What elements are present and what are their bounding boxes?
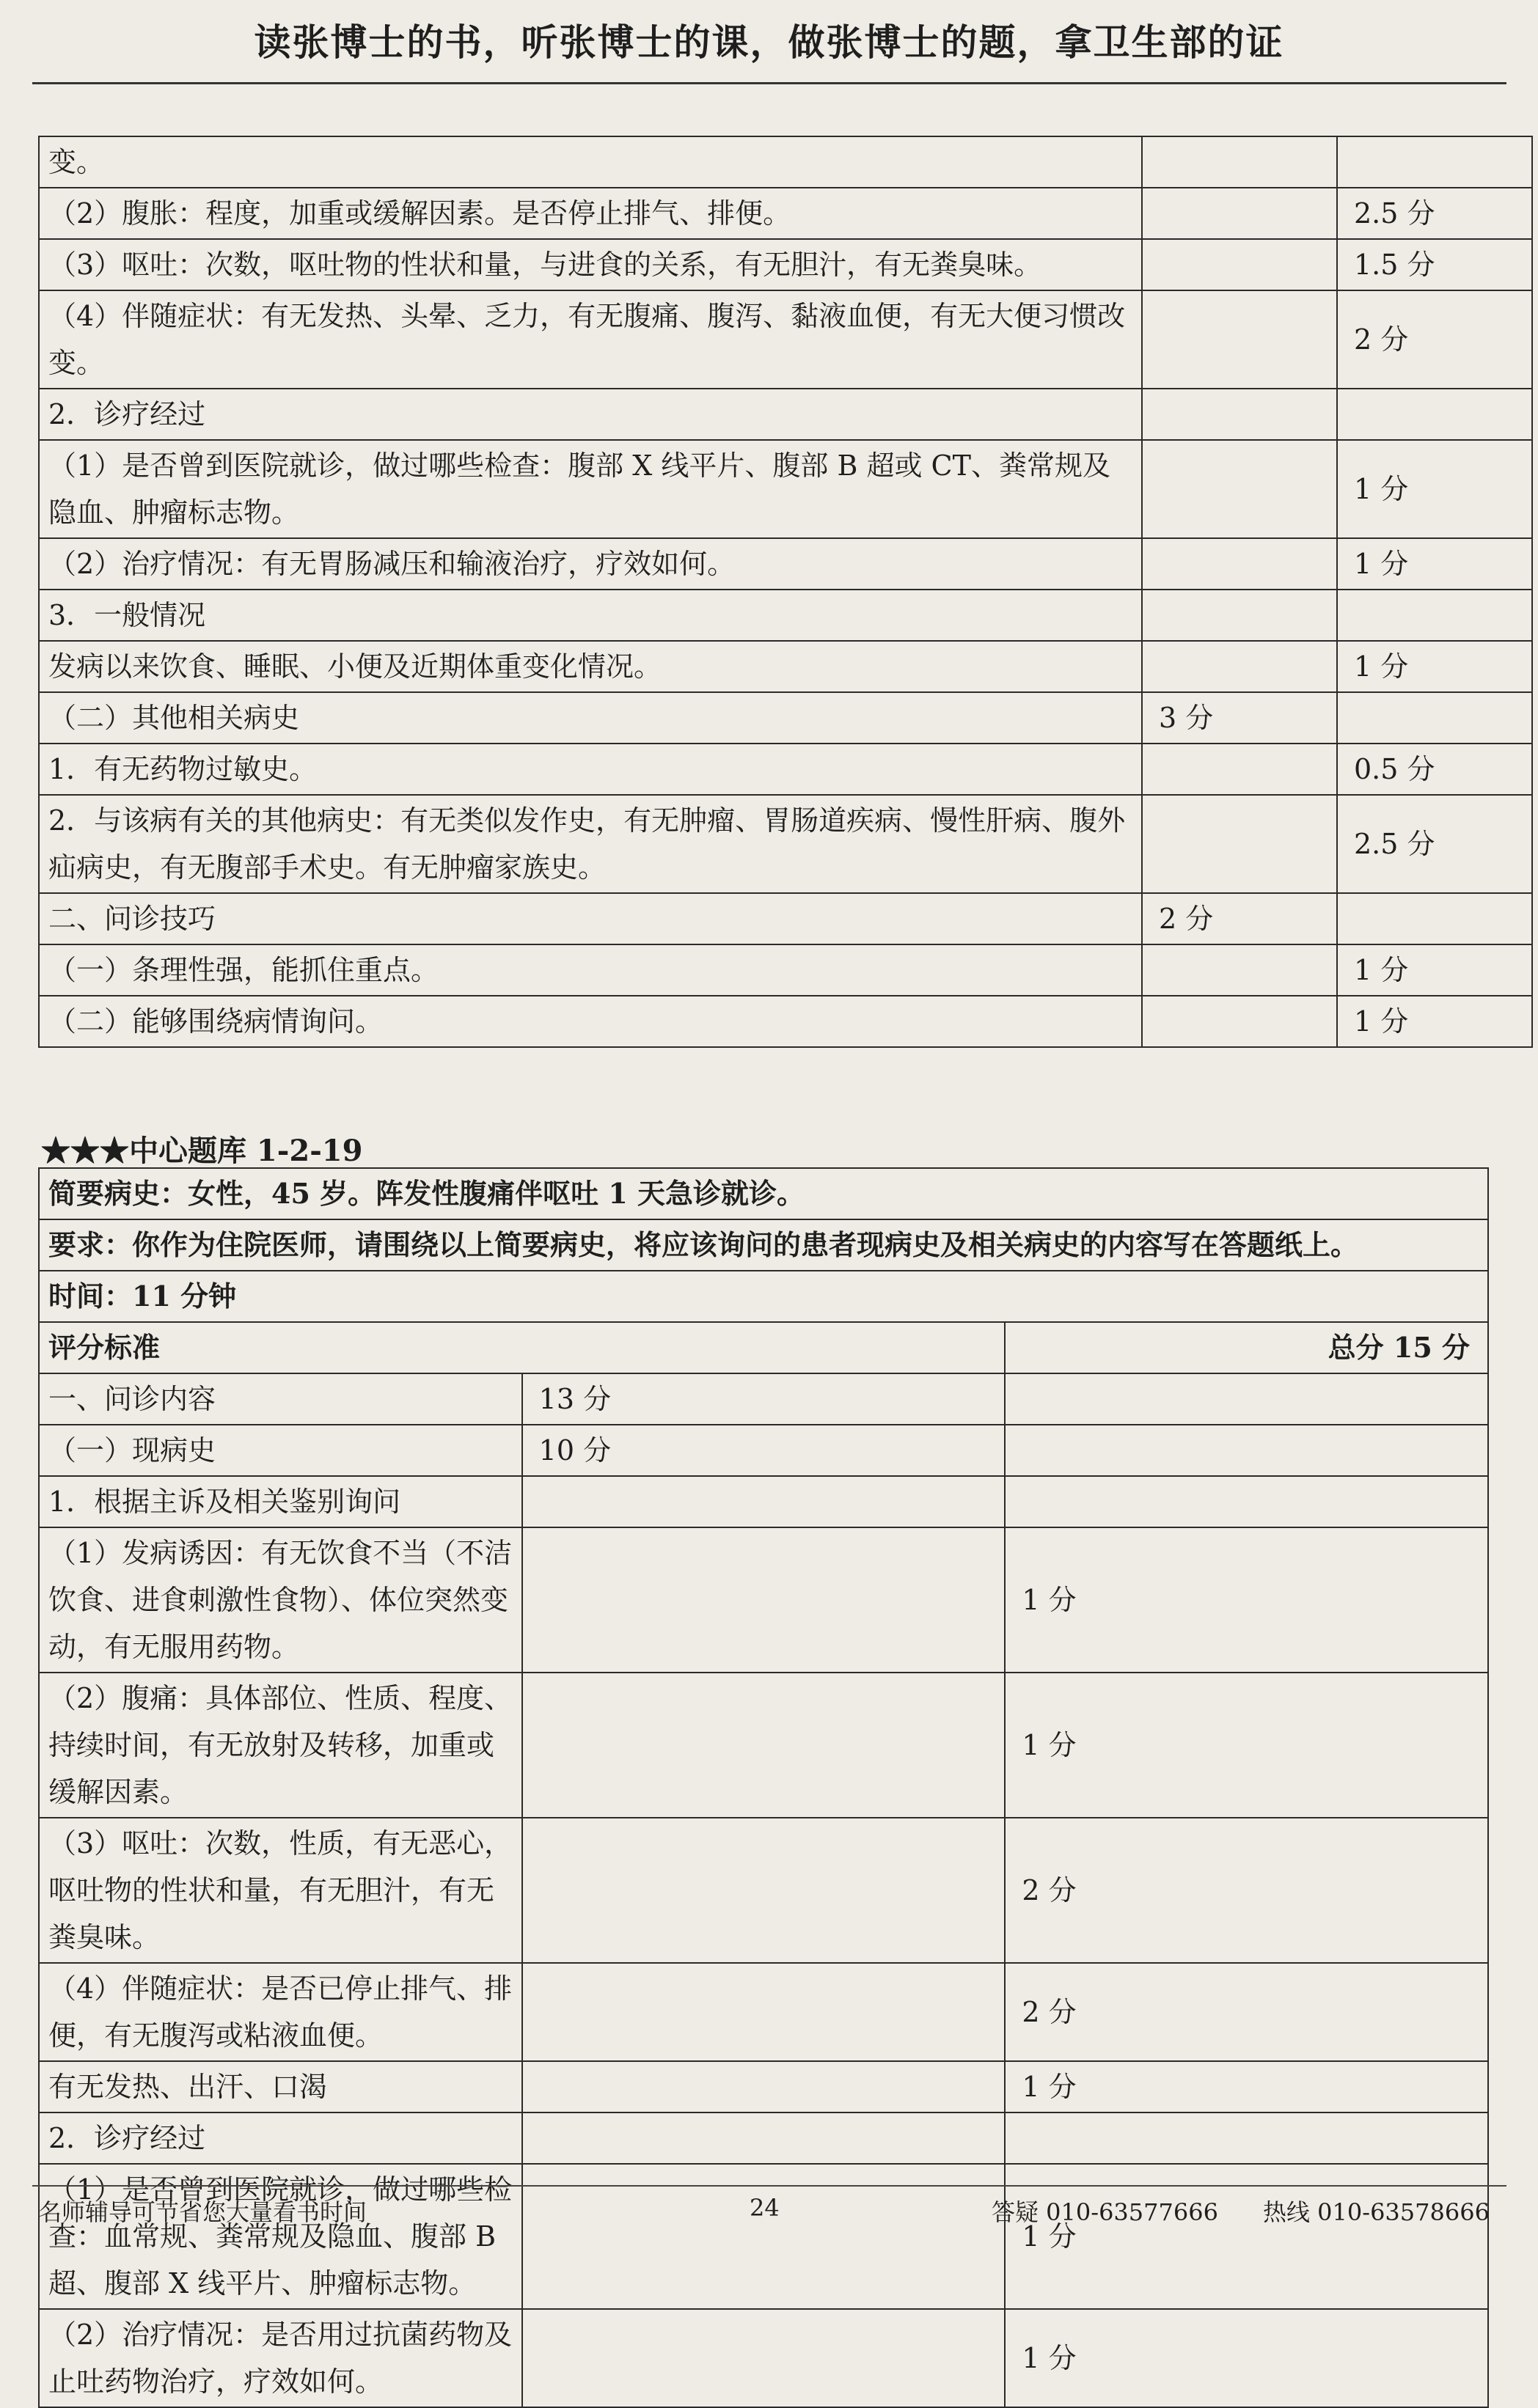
item-text: （2）腹胀：程度，加重或缓解因素。是否停止排气、排便。 — [39, 188, 1142, 239]
item-text: （1）是否曾到医院就诊，做过哪些检查：血常规、粪常规及隐血、腹部 B 超、腹部 X 线平片、肿瘤标志物。 — [39, 2164, 522, 2309]
item-score: 1 分 — [1337, 440, 1532, 538]
table-row — [39, 893, 1532, 944]
table-row — [39, 1818, 1488, 1963]
item-text: （一）条理性强，能抓住重点。 — [39, 944, 1142, 996]
requirement-row — [39, 1219, 1488, 1271]
section-score: 2 分 — [1142, 893, 1337, 944]
item-score — [1005, 2112, 1488, 2164]
footer-hotline: 热线 010-63578666 — [1263, 2198, 1490, 2226]
section-score — [1142, 944, 1337, 996]
section-score — [1142, 996, 1337, 1047]
table-row — [39, 744, 1532, 795]
section-score: 13 分 — [522, 1373, 1006, 1425]
section-score — [522, 2112, 1006, 2164]
item-text: 2．与该病有关的其他病史：有无类似发作史，有无肿瘤、胃肠道疾病、慢性肝病、腹外疝病史，有无腹部手术史。有无肿瘤家族史。 — [39, 795, 1142, 893]
item-text: 有无发热、出汗、口渴 — [39, 2061, 522, 2112]
criteria-label: 评分标准 — [39, 1322, 1005, 1373]
item-score — [1005, 1425, 1488, 1476]
item-score: 1 分 — [1005, 1527, 1488, 1673]
brief-history: 简要病史：女性，45 岁。阵发性腹痛伴呕吐 1 天急诊就诊。 — [39, 1168, 1488, 1219]
item-score — [1005, 1476, 1488, 1527]
item-score: 2 分 — [1337, 290, 1532, 389]
table-row — [39, 2309, 1488, 2407]
brief-history-row — [39, 1168, 1488, 1219]
table-row — [39, 692, 1532, 744]
item-text: （2）腹痛：具体部位、性质、程度、持续时间，有无放射及转移，加重或缓解因素。 — [39, 1673, 522, 1818]
criteria-total: 总分 15 分 — [1005, 1322, 1488, 1373]
item-text: （一）现病史 — [39, 1425, 522, 1476]
item-score: 1 分 — [1005, 1673, 1488, 1818]
item-score — [1005, 1373, 1488, 1425]
section-score — [522, 2309, 1006, 2407]
item-text: （二）其他相关病史 — [39, 692, 1142, 744]
section-score — [1142, 590, 1337, 641]
page-footer — [38, 2194, 1498, 2231]
table-row — [39, 188, 1532, 239]
item-text: （1）发病诱因：有无饮食不当（不洁饮食、进食刺激性食物）、体位突然变动，有无服用药物。 — [39, 1527, 522, 1673]
footer-slogan: 名师辅导可节省您大量看书时间 — [38, 2198, 367, 2226]
item-score: 1 分 — [1005, 2061, 1488, 2112]
table-row — [39, 1476, 1488, 1527]
section-score — [522, 1818, 1006, 1963]
table-row — [39, 996, 1532, 1047]
table-row — [39, 136, 1532, 188]
footer-divider — [32, 2185, 1506, 2187]
item-text: （二）能够围绕病情询问。 — [39, 996, 1142, 1047]
item-text: 1．有无药物过敏史。 — [39, 744, 1142, 795]
item-text: 2．诊疗经过 — [39, 389, 1142, 440]
table-row — [39, 641, 1532, 692]
item-score: 1 分 — [1337, 538, 1532, 590]
table-row — [39, 389, 1532, 440]
time-limit: 时间：11 分钟 — [39, 1271, 1488, 1322]
item-text: （3）呕吐：次数，呕吐物的性状和量，与进食的关系，有无胆汁，有无粪臭味。 — [39, 239, 1142, 290]
item-text: 1．根据主诉及相关鉴别询问 — [39, 1476, 522, 1527]
item-score: 2.5 分 — [1337, 795, 1532, 893]
item-score — [1337, 590, 1532, 641]
criteria-row — [39, 1322, 1488, 1373]
page-header-title: 读张博士的书，听张博士的课，做张博士的题，拿卫生部的证 — [254, 21, 1284, 64]
item-text: （4）伴随症状：是否已停止排气、排便，有无腹泻或粘液血便。 — [39, 1963, 522, 2061]
item-score: 1 分 — [1337, 944, 1532, 996]
table-row — [39, 590, 1532, 641]
time-row — [39, 1271, 1488, 1322]
item-text: （3）呕吐：次数，性质，有无恶心，呕吐物的性状和量，有无胆汁，有无粪臭味。 — [39, 1818, 522, 1963]
table-row — [39, 1527, 1488, 1673]
section-score: 10 分 — [522, 1425, 1006, 1476]
section-score — [522, 2061, 1006, 2112]
section-score — [1142, 538, 1337, 590]
section-score — [522, 1673, 1006, 1818]
item-text: （2）治疗情况：是否用过抗菌药物及止吐药物治疗，疗效如何。 — [39, 2309, 522, 2407]
table-row — [39, 290, 1532, 389]
item-score — [1337, 893, 1532, 944]
table-row — [39, 2061, 1488, 2112]
table-row — [39, 1673, 1488, 1818]
item-score: 2 分 — [1005, 1963, 1488, 2061]
table-row — [39, 1373, 1488, 1425]
table-row — [39, 1425, 1488, 1476]
section-score — [1142, 795, 1337, 893]
item-score — [1337, 136, 1532, 188]
section-score — [1142, 744, 1337, 795]
item-text: 发病以来饮食、睡眠、小便及近期体重变化情况。 — [39, 641, 1142, 692]
item-text: （4）伴随症状：有无发热、头晕、乏力，有无腹痛、腹泻、黏液血便，有无大便习惯改变。 — [39, 290, 1142, 389]
section-score — [1142, 290, 1337, 389]
section-score — [522, 1527, 1006, 1673]
item-text: 二、问诊技巧 — [39, 893, 1142, 944]
item-score: 0.5 分 — [1337, 744, 1532, 795]
item-text: 一、问诊内容 — [39, 1373, 522, 1425]
item-text: （1）是否曾到医院就诊，做过哪些检查：腹部 X 线平片、腹部 B 超或 CT、粪常规及隐血、肿瘤标志物。 — [39, 440, 1142, 538]
item-score: 1 分 — [1005, 2164, 1488, 2309]
item-text: 变。 — [39, 136, 1142, 188]
item-score: 2 分 — [1005, 1818, 1488, 1963]
section-score — [1142, 440, 1337, 538]
section-score — [1142, 389, 1337, 440]
table-row — [39, 239, 1532, 290]
item-score: 1 分 — [1337, 996, 1532, 1047]
requirement: 要求：你作为住院医师，请围绕以上简要病史，将应该询问的患者现病史及相关病史的内容写在答题纸上。 — [39, 1219, 1488, 1271]
section-score — [522, 1963, 1006, 2061]
item-score: 1 分 — [1337, 641, 1532, 692]
item-score — [1337, 692, 1532, 744]
section-score: 3 分 — [1142, 692, 1337, 744]
item-text: 2．诊疗经过 — [39, 2112, 522, 2164]
item-score: 1.5 分 — [1337, 239, 1532, 290]
section-score — [522, 1476, 1006, 1527]
scoring-table-continued — [38, 136, 1533, 1048]
table-row — [39, 538, 1532, 590]
item-text: （2）治疗情况：有无胃肠减压和输液治疗，疗效如何。 — [39, 538, 1142, 590]
item-score — [1337, 389, 1532, 440]
table-row — [39, 2112, 1488, 2164]
item-score: 1 分 — [1005, 2309, 1488, 2407]
section-score — [1142, 188, 1337, 239]
header-divider — [32, 82, 1506, 84]
table-row — [39, 1963, 1488, 2061]
footer-qa-phone: 答疑 010-63577666 — [992, 2198, 1218, 2226]
table-row — [39, 795, 1532, 893]
item-score: 2.5 分 — [1337, 188, 1532, 239]
question-bank-title: ★★★中心题库 1-2-19 — [41, 1134, 363, 1168]
table-row — [39, 944, 1532, 996]
section-score — [1142, 136, 1337, 188]
table-row — [39, 440, 1532, 538]
item-text: 3．一般情况 — [39, 590, 1142, 641]
section-score — [1142, 641, 1337, 692]
section-score — [1142, 239, 1337, 290]
page-number: 24 — [750, 2194, 780, 2222]
